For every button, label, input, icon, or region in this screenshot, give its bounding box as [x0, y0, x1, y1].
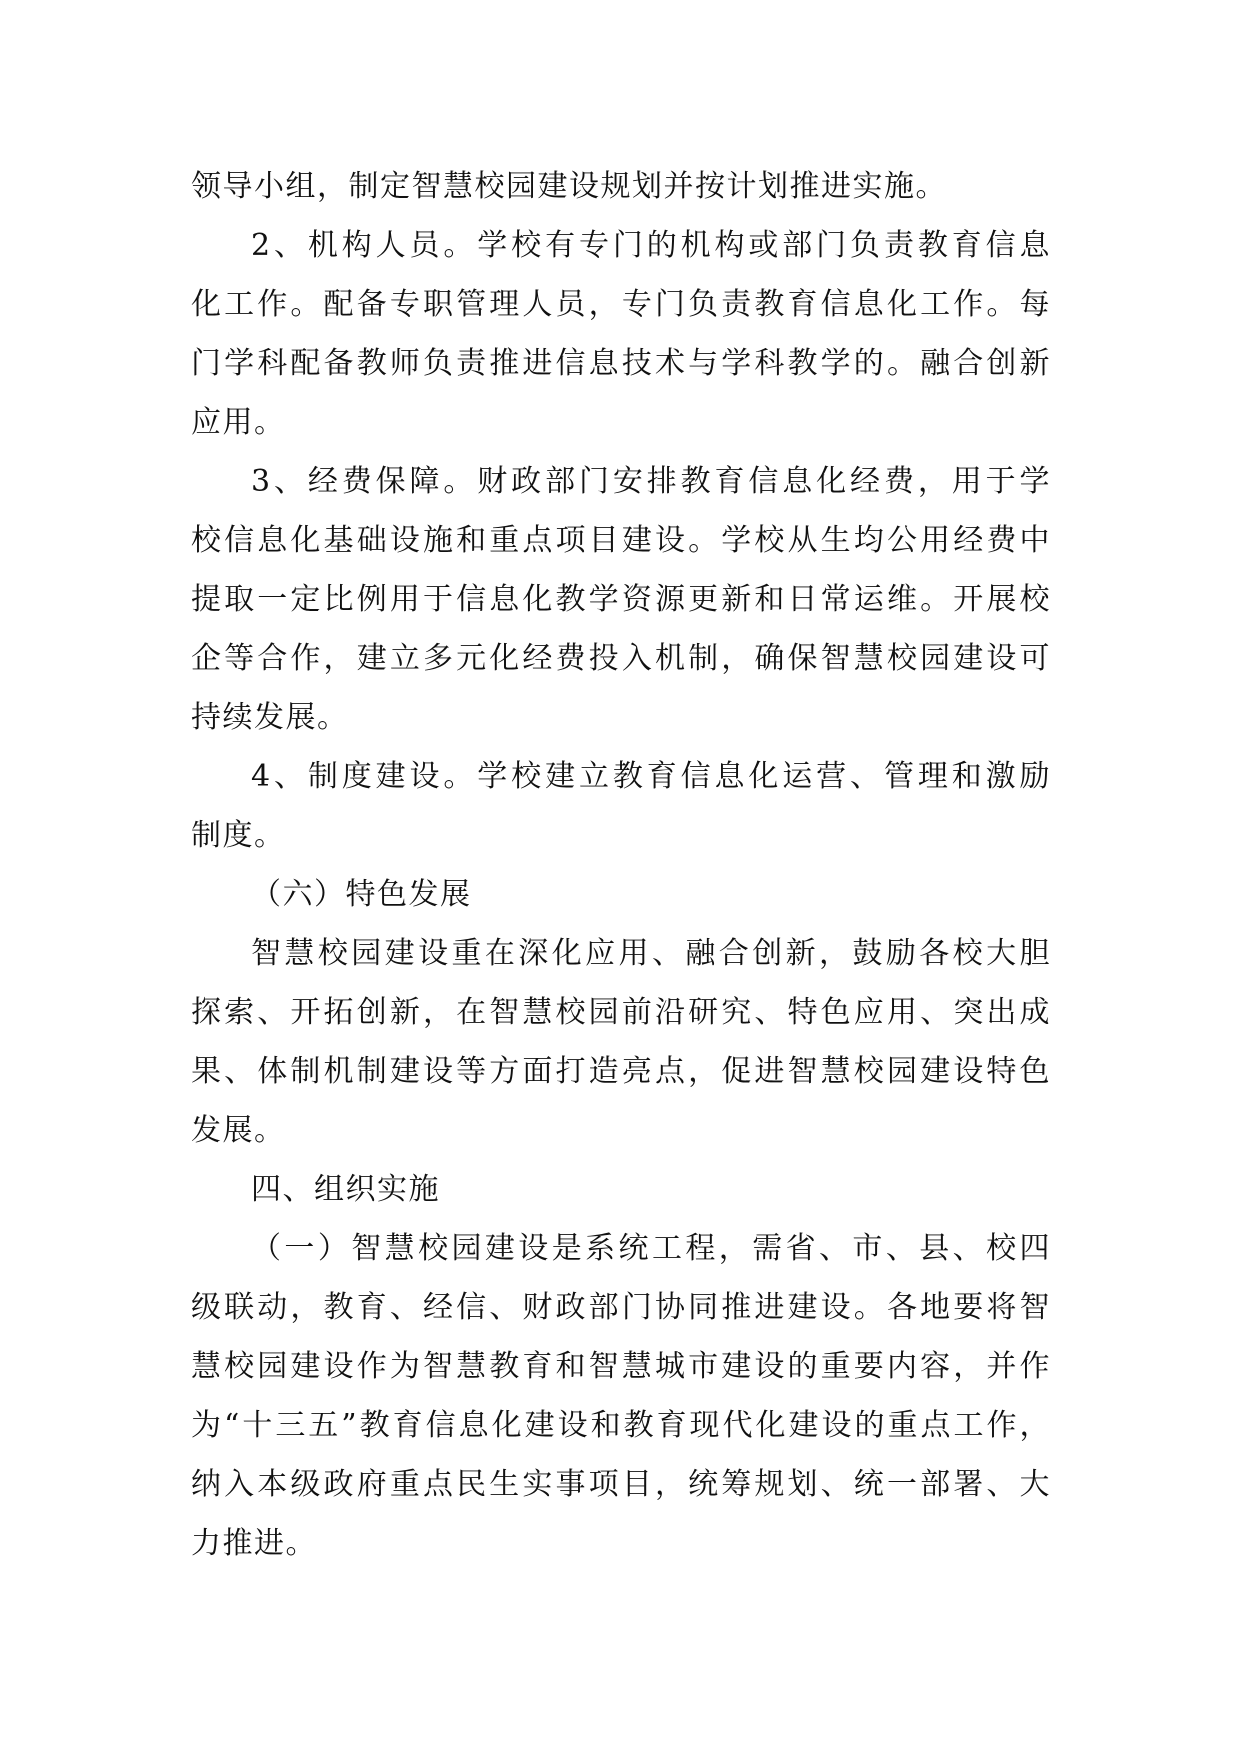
- text-line: 4、制度建设。学校建立教育信息化运营、管理和激励: [251, 759, 1051, 794]
- text-line: 制度。: [191, 818, 286, 853]
- text-line: 发展。: [191, 1113, 286, 1148]
- text-line: 力推进。: [191, 1526, 317, 1561]
- text-line: 纳入本级政府重点民生实事项目，统筹规划、统一部署、大: [191, 1467, 1051, 1502]
- section-heading: （六）特色发展: [251, 877, 472, 912]
- text-line: 领导小组，制定智慧校园建设规划并按计划推进实施。: [191, 169, 947, 204]
- text-line: 化工作。配备专职管理人员，专门负责教育信息化工作。每: [191, 287, 1051, 322]
- text-line: 应用。: [191, 405, 286, 440]
- text-line: 级联动，教育、经信、财政部门协同推进建设。各地要将智: [191, 1290, 1051, 1325]
- text-line: 企等合作，建立多元化经费投入机制，确保智慧校园建设可: [191, 641, 1051, 676]
- text-line: 3、经费保障。财政部门安排教育信息化经费，用于学: [251, 464, 1051, 499]
- text-line: 果、体制机制建设等方面打造亮点，促进智慧校园建设特色: [191, 1054, 1051, 1089]
- text-line: 为“十三五”教育信息化建设和教育现代化建设的重点工作，: [191, 1408, 1051, 1443]
- text-line: 慧校园建设作为智慧教育和智慧城市建设的重要内容，并作: [191, 1349, 1051, 1384]
- text-line: 校信息化基础设施和重点项目建设。学校从生均公用经费中: [191, 523, 1051, 558]
- text-line: 持续发展。: [191, 700, 349, 735]
- section-heading: 四、组织实施: [251, 1172, 440, 1207]
- text-line: （一）智慧校园建设是系统工程，需省、市、县、校四: [251, 1231, 1051, 1266]
- document-body: [191, 157, 1051, 1573]
- text-line: 门学科配备教师负责推进信息技术与学科教学的。融合创新: [191, 346, 1051, 381]
- text-line: 探索、开拓创新，在智慧校园前沿研究、特色应用、突出成: [191, 995, 1051, 1030]
- text-line: 提取一定比例用于信息化教学资源更新和日常运维。开展校: [191, 582, 1051, 617]
- text-line: 智慧校园建设重在深化应用、融合创新，鼓励各校大胆: [251, 936, 1051, 971]
- text-line: 2、机构人员。学校有专门的机构或部门负责教育信息: [251, 228, 1051, 263]
